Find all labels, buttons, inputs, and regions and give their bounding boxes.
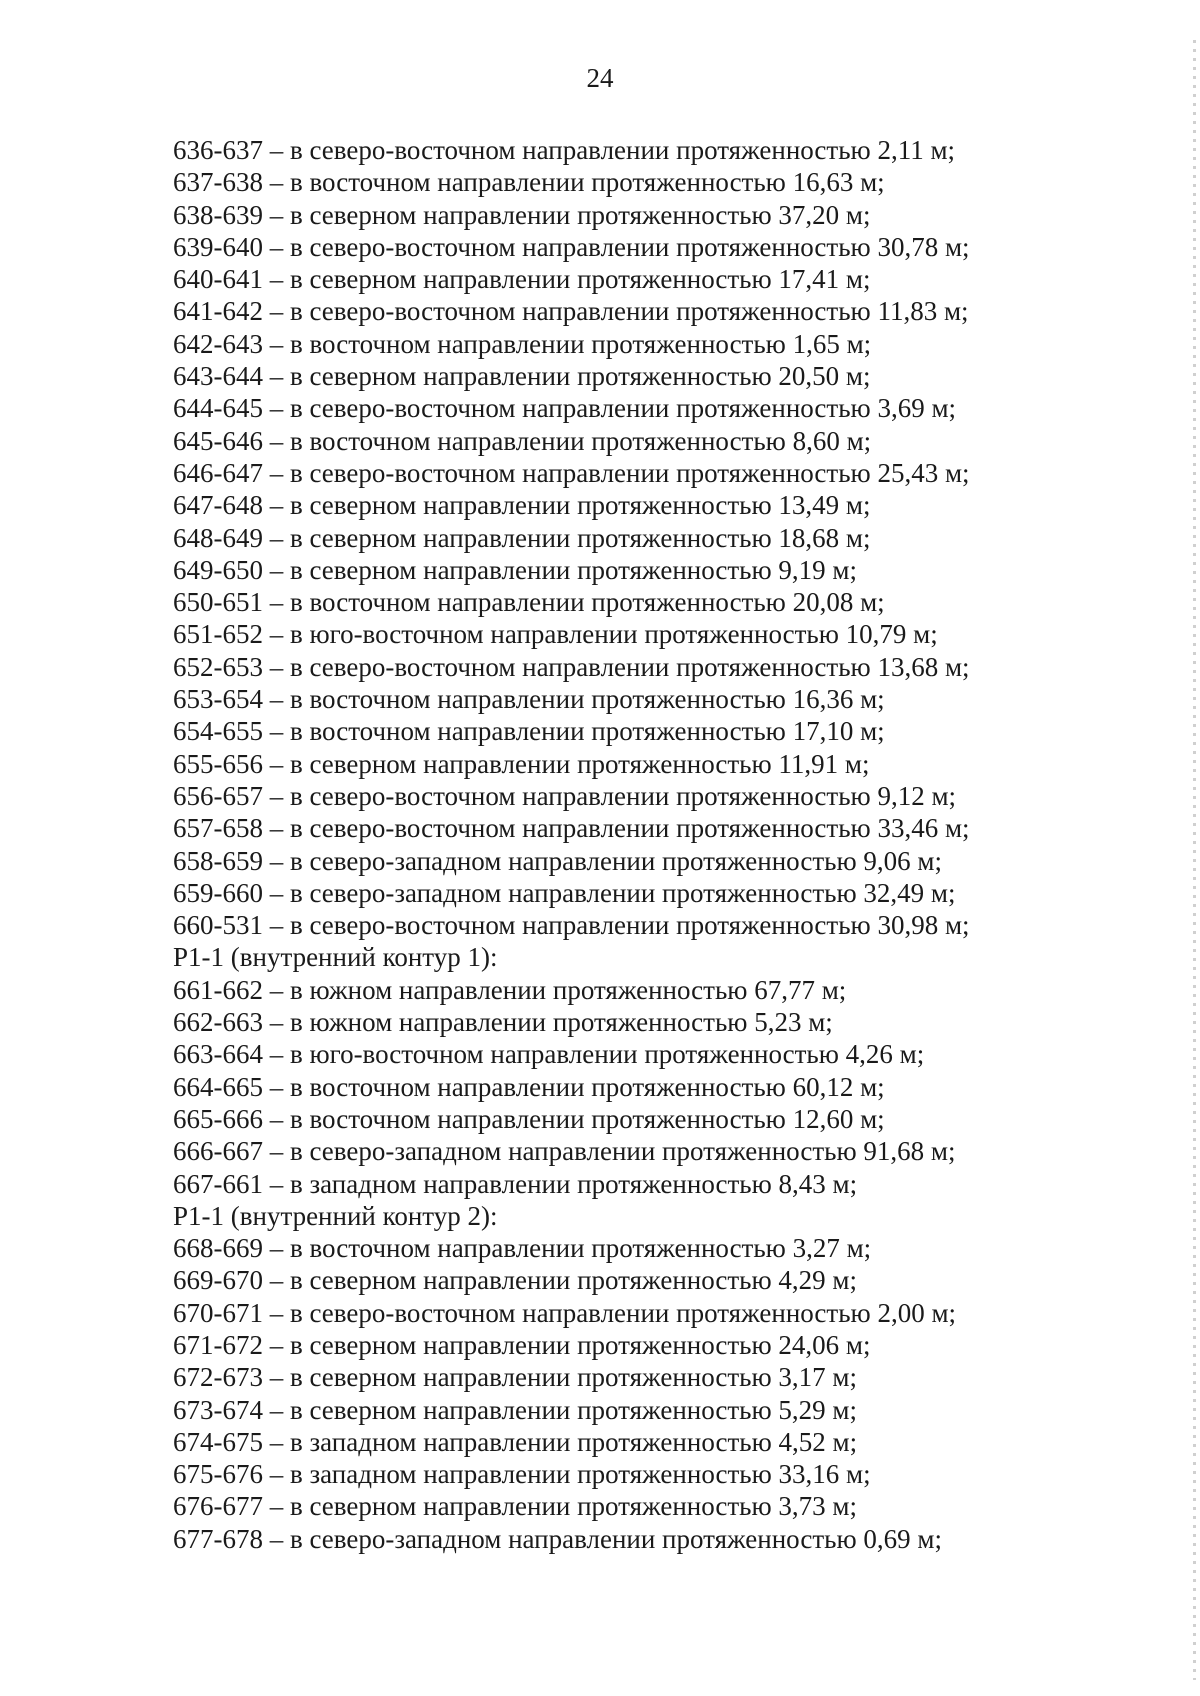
text-line: 647-648 – в северном направлении протяженностью 13,49 м; — [173, 490, 871, 521]
text-line: 648-649 – в северном направлении протяженностью 18,68 м; — [173, 522, 871, 553]
boundary-description-list — [173, 134, 1133, 1555]
text-line: 665-666 – в восточном направлении протяженностью 12,60 м; — [173, 1103, 885, 1134]
text-line: 653-654 – в восточном направлении протяженностью 16,36 м; — [173, 684, 885, 715]
text-line: 655-656 – в северном направлении протяженностью 11,91 м; — [173, 748, 870, 779]
text-line: 662-663 – в южном направлении протяженностью 5,23 м; — [173, 1007, 833, 1038]
text-line: 666-667 – в северо-западном направлении протяженностью 91,68 м; — [173, 1136, 956, 1167]
text-line: 659-660 – в северо-западном направлении протяженностью 32,49 м; — [173, 877, 956, 908]
text-line: 658-659 – в северо-западном направлении протяженностью 9,06 м; — [173, 845, 942, 876]
text-line: Р1-1 (внутренний контур 2): — [173, 1200, 498, 1231]
text-line: 652-653 – в северо-восточном направлении протяженностью 13,68 м; — [173, 651, 970, 682]
text-line: 675-676 – в западном направлении протяженностью 33,16 м; — [173, 1459, 871, 1490]
text-line: 642-643 – в восточном направлении протяженностью 1,65 м; — [173, 328, 872, 359]
text-line: 656-657 – в северо-восточном направлении протяженностью 9,12 м; — [173, 780, 957, 811]
text-line: 649-650 – в северном направлении протяженностью 9,19 м; — [173, 554, 858, 585]
text-line: 667-661 – в западном направлении протяженностью 8,43 м; — [173, 1168, 858, 1199]
text-line: 671-672 – в северном направлении протяженностью 24,06 м; — [173, 1329, 871, 1360]
text-line: 660-531 – в северо-восточном направлении протяженностью 30,98 м; — [173, 910, 970, 941]
text-line: 641-642 – в северо-восточном направлении протяженностью 11,83 м; — [173, 296, 969, 327]
text-line: 669-670 – в северном направлении протяженностью 4,29 м; — [173, 1265, 858, 1296]
text-line: 650-651 – в восточном направлении протяженностью 20,08 м; — [173, 587, 885, 618]
text-line: 645-646 – в восточном направлении протяженностью 8,60 м; — [173, 425, 872, 456]
page-number: 24 — [586, 63, 614, 93]
text-line: 654-655 – в восточном направлении протяженностью 17,10 м; — [173, 716, 885, 747]
text-line: 670-671 – в северо-восточном направлении протяженностью 2,00 м; — [173, 1297, 957, 1328]
text-line: 638-639 – в северном направлении протяженностью 37,20 м; — [173, 199, 871, 230]
scan-edge-artifact — [1193, 40, 1196, 1680]
text-line: 663-664 – в юго-восточном направлении протяженностью 4,26 м; — [173, 1039, 925, 1070]
text-line: 644-645 – в северо-восточном направлении протяженностью 3,69 м; — [173, 393, 957, 424]
text-line: 668-669 – в восточном направлении протяженностью 3,27 м; — [173, 1233, 872, 1264]
text-line: 636-637 – в северо-восточном направлении протяженностью 2,11 м; — [173, 135, 956, 165]
text-line: 664-665 – в восточном направлении протяженностью 60,12 м; — [173, 1071, 885, 1102]
text-line: 674-675 – в западном направлении протяженностью 4,52 м; — [173, 1426, 858, 1457]
text-line: 637-638 – в восточном направлении протяженностью 16,63 м; — [173, 167, 885, 198]
text-line: 651-652 – в юго-восточном направлении протяженностью 10,79 м; — [173, 619, 938, 650]
text-line: 646-647 – в северо-восточном направлении протяженностью 25,43 м; — [173, 457, 970, 488]
text-line: 661-662 – в южном направлении протяженностью 67,77 м; — [173, 974, 847, 1005]
text-line: 672-673 – в северном направлении протяженностью 3,17 м; — [173, 1362, 858, 1393]
text-line: Р1-1 (внутренний контур 1): — [173, 942, 498, 973]
text-line: 639-640 – в северо-восточном направлении протяженностью 30,78 м; — [173, 231, 970, 262]
text-line: 643-644 – в северном направлении протяженностью 20,50 м; — [173, 361, 871, 392]
text-line: 673-674 – в северном направлении протяженностью 5,29 м; — [173, 1394, 858, 1425]
text-line: 657-658 – в северо-восточном направлении протяженностью 33,46 м; — [173, 813, 970, 844]
text-line: 676-677 – в северном направлении протяженностью 3,73 м; — [173, 1491, 858, 1522]
text-line: 640-641 – в северном направлении протяженностью 17,41 м; — [173, 264, 871, 295]
text-line: 677-678 – в северо-западном направлении протяженностью 0,69 м; — [173, 1523, 942, 1554]
